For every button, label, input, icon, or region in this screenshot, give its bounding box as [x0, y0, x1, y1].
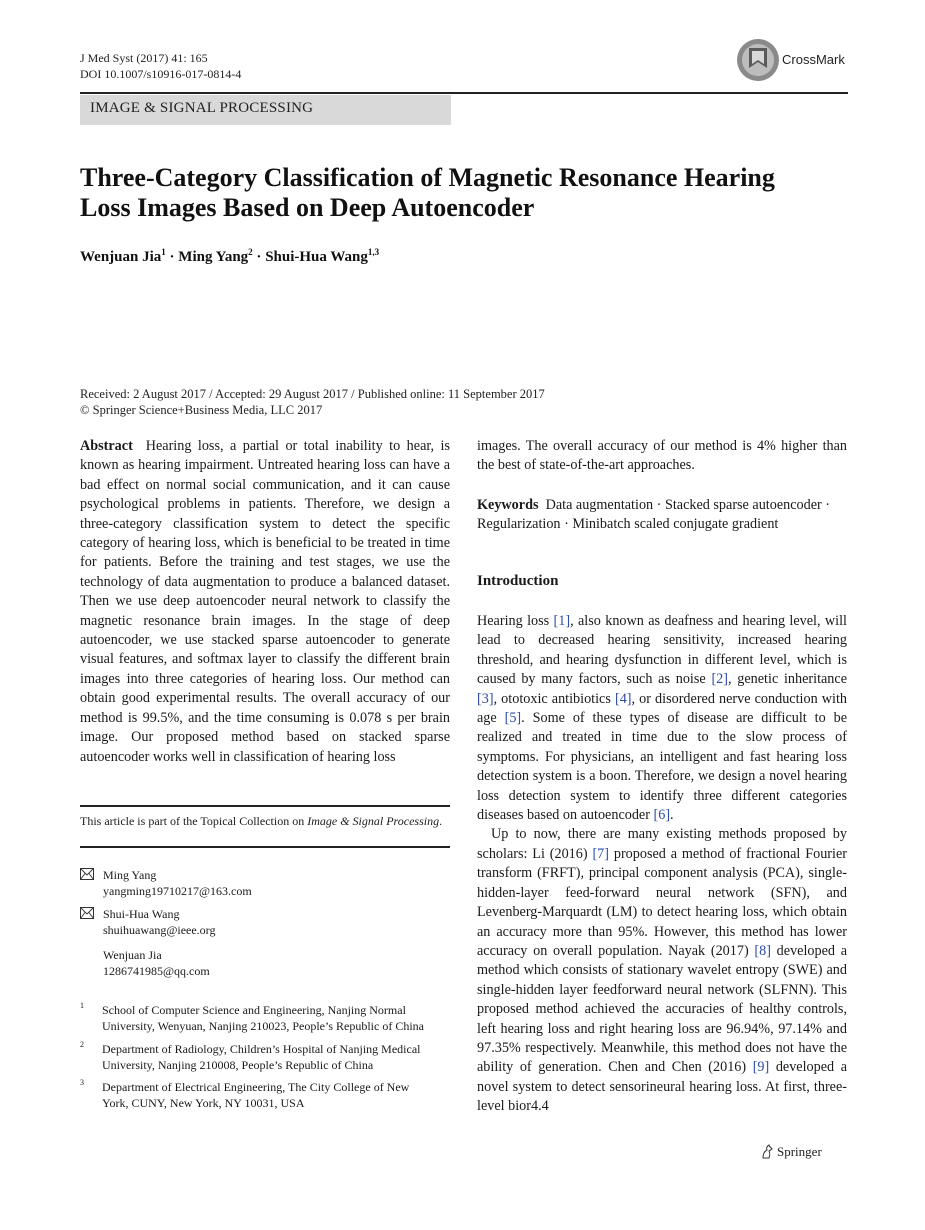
doi: DOI 10.1007/s10916-017-0814-4	[80, 67, 242, 81]
affiliation-line: Department of Electrical Engineering, The City College of New	[102, 1080, 410, 1094]
author-separator: ·	[165, 249, 179, 265]
footnote-rule-bottom	[80, 846, 450, 848]
note-topic: Image & Signal Processing	[307, 814, 440, 828]
text-run: Up to now, there are many existing methods proposed by scholars: Li (2016)	[477, 826, 847, 862]
text-run: , or disordered nerve conduction with age	[477, 690, 847, 727]
author-contact	[80, 947, 450, 979]
author-separator: ·	[252, 249, 266, 265]
text-run: , also known as deafness and hearing level, will lead to decreased hearing sensitivity, increased hearing threshold, and hearing dysfunction in different level, which is caused by many factors, such as noise	[477, 613, 847, 688]
topical-collection-note	[80, 813, 450, 829]
springer-horse-icon	[760, 1144, 774, 1159]
text-run: , ototoxic antibiotics	[493, 690, 615, 707]
affiliation-line: York, CUNY, New York, NY 10031, USA	[102, 1096, 305, 1110]
affiliation-line: Department of Radiology, Children’s Hospital of Nanjing Medical	[102, 1042, 421, 1056]
article-title	[80, 163, 848, 223]
footnote-rule-top	[80, 805, 450, 807]
text-run: . Some of these types of disease are difficult to be realized and treated in time due to the slow process of symptoms. For physicians, an intelligent and fast hearing loss detection system is a boon. Therefore, we design a novel hearing loss detection system to identify three different categories diseases based on autoencoder	[477, 710, 847, 824]
affiliation-line: University, Wenyuan, Nanjing 210023, People’s Republic of China	[102, 1019, 424, 1033]
section-label: IMAGE & SIGNAL PROCESSING	[80, 95, 451, 125]
citation-link[interactable]: [1]	[553, 613, 571, 629]
text-run: .	[670, 807, 674, 824]
author-affiliation-mark: 1	[161, 247, 166, 257]
affiliation	[80, 1041, 450, 1073]
abstract-text: Hearing loss, a partial or total inability to hear, is known as hearing impairment. Untreated hearing loss can have a bad effect on normal social communication, and it can cause psychological problems in patients. Therefore, we design a three-category classification system to detect the specific category of hearing loss, which is beneficial to be treated in time for patients. Before the training and test stages, we use the technology of data augmentation to produce a balanced dataset. Then we use deep autoencoder neural network to classify the magnetic resonance brain images. In the stage of deep autoencoder, we use stacked sparse autoencoder to generate visual features, and softmax layer to classify the different brain images into three categories of hearing loss. Our method can obtain good experimental results. The overall accuracy of our method is 99.5%, and the time consuming is 0.078 s per brain image. Our proposed method based on stacked sparse autoencoder works well in classification of hearing loss	[80, 438, 450, 765]
corresponding-author	[80, 867, 450, 899]
affiliation-line: University, Nanjing 210008, People’s Republic of China	[102, 1058, 374, 1072]
affiliation-number: 3	[80, 1078, 84, 1087]
envelope-icon	[80, 868, 94, 880]
title-line-1: Three-Category Classification of Magnetic Resonance Hearing	[80, 163, 775, 192]
abstract-continued: images. The overall accuracy of our method is 4% higher than the best of state-of-the-art approaches.	[477, 438, 847, 474]
abstract	[80, 437, 450, 767]
author-name[interactable]: Ming Yang	[178, 249, 249, 265]
author-name[interactable]: Shui-Hua Wang	[265, 249, 368, 265]
text-run: , genetic inheritance	[727, 671, 847, 688]
section-heading-introduction: Introduction	[477, 573, 559, 589]
note-suffix: .	[439, 814, 443, 828]
keywords-label: Keywords	[477, 497, 539, 513]
citation-link[interactable]: [9]	[752, 1059, 770, 1076]
citation-link[interactable]: [2]	[711, 671, 728, 688]
affiliation-number: 2	[80, 1040, 84, 1049]
contact-email[interactable]: 1286741985@qq.com	[103, 964, 210, 978]
citation-link[interactable]: [5]	[504, 710, 522, 727]
text-run: developed a novel system to detect sensorineural hearing loss. At first, three-level bior4.4	[477, 1059, 847, 1115]
contact-email[interactable]: yangming19710217@163.com	[103, 884, 252, 898]
affiliation-line: School of Computer Science and Engineering, Nanjing Normal	[102, 1003, 406, 1017]
citation-link[interactable]: [6]	[653, 807, 671, 824]
abstract-label: Abstract	[80, 438, 133, 454]
crossmark-badge[interactable]	[736, 38, 848, 82]
intro-paragraph-1	[477, 612, 847, 825]
text-run: Hearing loss	[477, 613, 554, 629]
author-name[interactable]: Wenjuan Jia	[80, 249, 162, 265]
contact-name: Shui-Hua Wang	[103, 907, 180, 921]
history-dates: Received: 2 August 2017 / Accepted: 29 August 2017 / Published online: 11 September 2017	[80, 387, 545, 401]
contact-name: Wenjuan Jia	[103, 948, 162, 962]
text-run: developed a method which consists of stationary wavelet entropy (SWE) and single-hidden layer feedforward neural network (SLFNN). This proposed method achieved the accuracies of healthy controls, left hearing loss and right hearing loss are 96.94%, 97.14% and 97.35% respectively. Meanwhile, this method does not have the ability of generation. Chen and Chen (2016)	[477, 942, 847, 1076]
crossmark-label: CrossMark	[782, 52, 845, 67]
affiliation	[80, 1002, 450, 1034]
contact-email[interactable]: shuihuawang@ieee.org	[103, 923, 216, 937]
affiliation-number: 1	[80, 1001, 84, 1010]
intro-paragraph-2	[477, 825, 847, 1116]
author-affiliation-mark: 1,3	[367, 247, 380, 257]
header-rule	[80, 92, 848, 94]
corresponding-author	[80, 906, 450, 938]
envelope-icon	[80, 907, 94, 919]
citation-link[interactable]: [3]	[477, 690, 494, 707]
introduction-body	[477, 612, 847, 1117]
contact-name: Ming Yang	[103, 868, 157, 882]
affiliation	[80, 1079, 450, 1111]
keywords	[477, 496, 847, 535]
author-list	[80, 247, 379, 266]
note-prefix: This article is part of the Topical Collection on	[80, 814, 308, 828]
publisher-name: Springer	[777, 1144, 822, 1159]
citation-link[interactable]: [4]	[614, 690, 632, 707]
keywords-text: Data augmentation · Stacked sparse autoencoder · Regularization · Minibatch scaled conjugate gradient	[477, 497, 831, 533]
crossmark-icon	[736, 38, 780, 82]
publisher-logo	[760, 1144, 822, 1160]
journal-reference: J Med Syst (2017) 41: 165	[80, 51, 208, 65]
citation-link[interactable]: [8]	[754, 942, 771, 959]
author-affiliation-mark: 2	[248, 247, 253, 257]
text-run: proposed a method of fractional Fourier transform (FRFT), principal component analysis (PCA), single-hidden-layer feed-forward neural network (SFN), and Levenberg-Marquardt (LM) to detect hearing loss, which obtain an accuracy more than 95%. However, this method has lower accuracy on overall population. Nayak (2017)	[477, 845, 847, 959]
copyright: © Springer Science+Business Media, LLC 2017	[80, 403, 323, 417]
title-line-2: Loss Images Based on Deep Autoencoder	[80, 193, 535, 222]
publication-dates	[80, 386, 545, 418]
citation-link[interactable]: [7]	[592, 845, 609, 862]
